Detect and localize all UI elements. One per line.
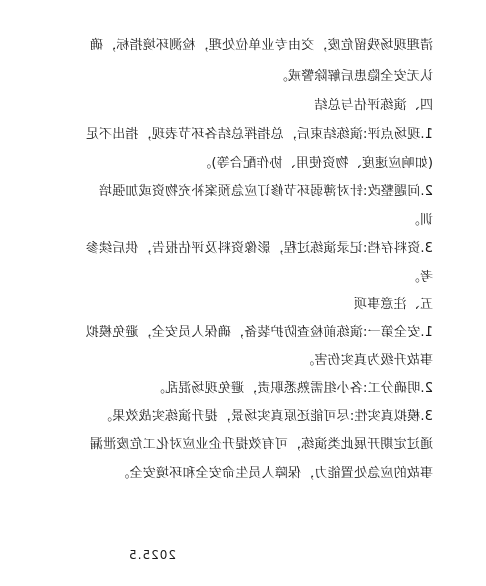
text-line: 2.问题整改:针对薄弱环节修订应急预案补充物资或加强培 — [98, 184, 433, 199]
text-line: 3.资料存档:记录演练过程，影像资料及评估报告，供后续参 — [85, 241, 433, 256]
section-heading-4: 四、演练评估与总结 — [314, 98, 433, 113]
text-line: 1.安全第一:演练前检查防护装备，确保人员安全，避免模拟 — [85, 325, 433, 340]
text-line: 事故升级为真实伤害。 — [300, 353, 433, 368]
text-line: 清理现场残留危废，交由专业单位处理，检测环境指标，确 — [89, 38, 433, 53]
text-line: 事故的应急处置能力，保障人员生命安全和环境安全。 — [116, 466, 433, 481]
text-line: 通过定期开展此类演练，可有效提升企业应对化工危废泄漏 — [89, 437, 433, 452]
text-line: 3.模拟真实性:尽可能还原真实场景，提升演练实战效果。 — [98, 409, 433, 424]
document-date: 2025.5 — [128, 548, 176, 562]
section-heading-5: 五、注意事项 — [353, 297, 433, 312]
text-line: (如响应速度、物资使用、协作配合等)。 — [198, 156, 433, 171]
text-line: 认无安全隐患后解除警戒。 — [274, 69, 433, 84]
text-line: 1.现场点评:演练结束后，总指挥总结各环节表现，指出不足 — [85, 127, 433, 142]
text-line: 训。 — [406, 213, 433, 228]
text-line: 考。 — [406, 270, 433, 285]
text-line: 2.明确分工:各小组需熟悉职责，避免现场混乱。 — [151, 381, 433, 396]
